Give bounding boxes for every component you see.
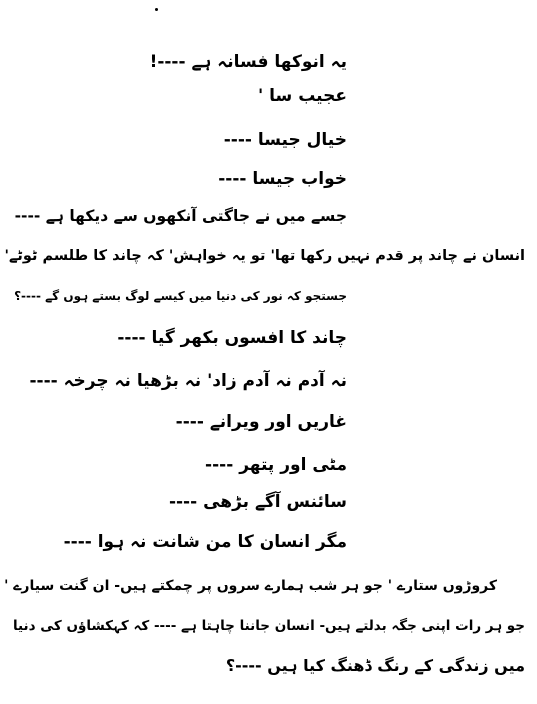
text-line: کروڑوں ستارے ' جو ہر شب ہمارے سروں پر چمکتے ہیں- ان گنت سیارے ' [4,578,497,594]
text-line: مگر انسان کا من شانت نہ ہوا ---- [63,532,347,552]
text-line: خواب جیسا ---- [218,169,347,189]
text-line: انسان نے چاند پر قدم نہیں رکھا تھا' تو یہ خواہش' کہ چاند کا طلسم ٹوٹے' [4,248,525,264]
text-line: سائنس آگے بڑھی ---- [168,492,347,512]
stray-dot [155,8,158,11]
text-line: نہ آدم نہ آدم زاد' نہ بڑھیا نہ چرخہ ---- [29,371,347,391]
text-line: یہ انوکھا فسانہ ہے ----! [149,52,347,72]
text-line: جو ہر رات اپنی جگہ بدلتے ہیں- انسان جاننا چاہتا ہے ---- کہ کہکشاؤں کی دنیا [12,618,525,634]
text-line: عجیب سا ' [258,86,347,106]
text-line: جسے میں نے جاگتی آنکھوں سے دیکھا ہے ---- [14,207,347,225]
text-line: غاریں اور ویرانے ---- [175,412,347,432]
text-line: میں زندگی کے رنگ ڈھنگ کیا ہیں ----؟ [225,656,525,675]
text-line: خیال جیسا ---- [223,130,347,150]
text-line: چاند کا افسوں بکھر گیا ---- [117,328,347,348]
text-line: جستجو کہ نور کی دنیا میں کیسے لوگ بستے ہوں گے ----؟ [14,289,347,303]
text-line: مٹی اور پتھر ---- [205,455,347,475]
